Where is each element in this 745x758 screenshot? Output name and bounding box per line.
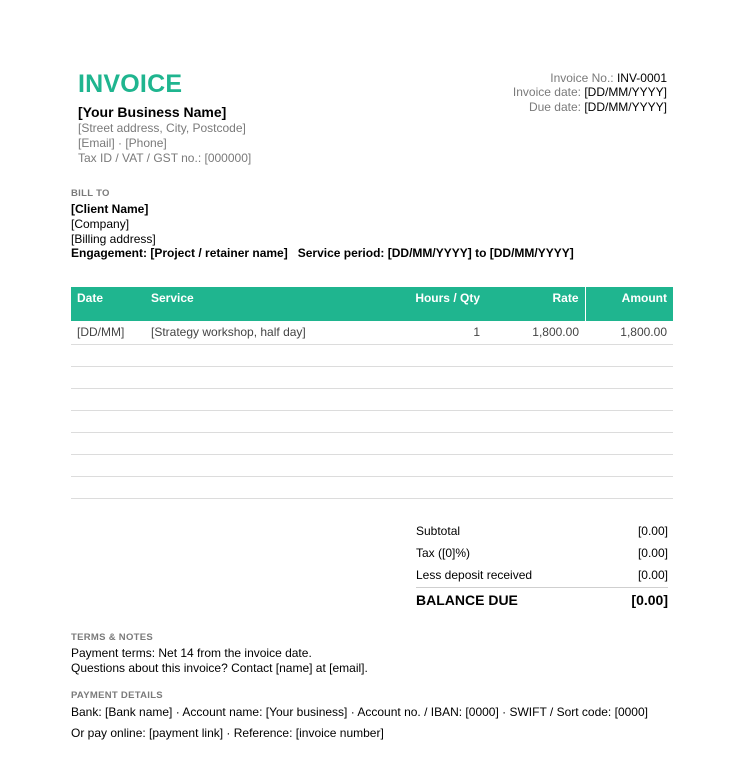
cell-date: [71, 366, 145, 388]
bill-to-label: BILL TO: [71, 188, 110, 199]
cell-qty: [399, 432, 486, 454]
invoice-number-row: [550, 71, 667, 85]
cell-service: [145, 410, 399, 432]
client-company: [Company]: [71, 217, 130, 231]
client-billing-address: [Billing address]: [71, 232, 156, 246]
cell-service: [Strategy workshop, half day]: [145, 321, 399, 344]
col-header-amount: Amount: [585, 287, 673, 321]
cell-qty: [399, 476, 486, 498]
cell-amount: [585, 432, 673, 454]
invoice-number-label: Invoice No.:: [550, 71, 617, 85]
cell-date: [71, 476, 145, 498]
cell-date: [DD/MM]: [71, 321, 145, 344]
cell-qty: [399, 388, 486, 410]
cell-service: [145, 476, 399, 498]
line-items-table: [71, 287, 673, 499]
due-date-value: [DD/MM/YYYY]: [584, 100, 667, 114]
cell-qty: [399, 410, 486, 432]
cell-amount: [585, 366, 673, 388]
cell-qty: [399, 366, 486, 388]
cell-qty: 1: [399, 321, 486, 344]
pay-online-text: Or pay online: [payment link] · Reference: [invoice number]: [71, 726, 384, 740]
business-name: [Your Business Name]: [78, 104, 227, 120]
cell-date: [71, 454, 145, 476]
business-address: [Street address, City, Postcode]: [78, 121, 246, 135]
payment-details-label: PAYMENT DETAILS: [71, 690, 163, 701]
invoice-date-label: Invoice date:: [512, 85, 585, 99]
balance-due-row: [416, 587, 668, 613]
contact-text: Questions about this invoice? Contact [name] at [email].: [71, 661, 368, 675]
cell-date: [71, 388, 145, 410]
cell-rate: [486, 410, 585, 432]
cell-amount: [585, 388, 673, 410]
cell-rate: [486, 476, 585, 498]
cell-qty: [399, 454, 486, 476]
col-header-service: Service: [145, 287, 399, 321]
cell-amount: [585, 410, 673, 432]
deposit-row: [416, 564, 668, 586]
invoice-date-row: [513, 85, 667, 99]
cell-rate: [486, 454, 585, 476]
totals-block: [416, 520, 668, 613]
cell-rate: [486, 366, 585, 388]
cell-amount: [585, 454, 673, 476]
business-tax-id: Tax ID / VAT / GST no.: [000000]: [78, 151, 252, 165]
cell-amount: [585, 476, 673, 498]
table-header-row: [71, 287, 673, 321]
invoice-number-value: INV-0001: [616, 71, 667, 85]
table-row: [71, 432, 673, 454]
balance-due-value: [0.00]: [631, 592, 668, 608]
table-row: [71, 344, 673, 366]
table-row: [71, 410, 673, 432]
cell-service: [145, 366, 399, 388]
invoice-date-value: [DD/MM/YYYY]: [584, 85, 667, 99]
cell-qty: [399, 344, 486, 366]
col-header-qty: Hours / Qty: [399, 287, 486, 321]
cell-rate: 1,800.00: [486, 321, 585, 344]
tax-value: [0.00]: [637, 546, 668, 560]
cell-rate: [486, 388, 585, 410]
tax-row: [416, 542, 668, 564]
cell-date: [71, 432, 145, 454]
cell-service: [145, 344, 399, 366]
table-row: [71, 454, 673, 476]
cell-date: [71, 344, 145, 366]
due-date-label: Due date:: [528, 100, 585, 114]
invoice-title: INVOICE: [78, 70, 183, 98]
cell-service: [145, 454, 399, 476]
col-header-rate: Rate: [486, 287, 585, 321]
subtotal-label: Subtotal: [416, 524, 461, 538]
engagement-line: Engagement: [Project / retainer name] Service period: [DD/MM/YYYY] to [DD/MM/YYYY]: [71, 246, 574, 260]
cell-date: [71, 410, 145, 432]
client-name: [Client Name]: [71, 202, 149, 216]
cell-rate: [486, 344, 585, 366]
payment-terms-text: Payment terms: Net 14 from the invoice date.: [71, 646, 312, 660]
col-header-date: Date: [71, 287, 145, 321]
cell-amount: 1,800.00: [585, 321, 673, 344]
bank-details-text: Bank: [Bank name] · Account name: [Your business] · Account no. / IBAN: [0000] · SWIFT / Sort code: [0000]: [71, 705, 648, 719]
cell-service: [145, 432, 399, 454]
subtotal-value: [0.00]: [637, 524, 668, 538]
cell-rate: [486, 432, 585, 454]
terms-label: TERMS & NOTES: [71, 632, 154, 643]
due-date-row: [529, 100, 667, 114]
table-row: [71, 321, 673, 344]
balance-due-label: BALANCE DUE: [416, 592, 518, 608]
cell-service: [145, 388, 399, 410]
deposit-label: Less deposit received: [416, 568, 533, 582]
subtotal-row: [416, 520, 668, 542]
tax-label: Tax ([0]%): [416, 546, 471, 560]
business-contact: [Email] · [Phone]: [78, 136, 167, 150]
table-row: [71, 366, 673, 388]
deposit-value: [0.00]: [637, 568, 668, 582]
table-row: [71, 476, 673, 498]
cell-amount: [585, 344, 673, 366]
table-row: [71, 388, 673, 410]
